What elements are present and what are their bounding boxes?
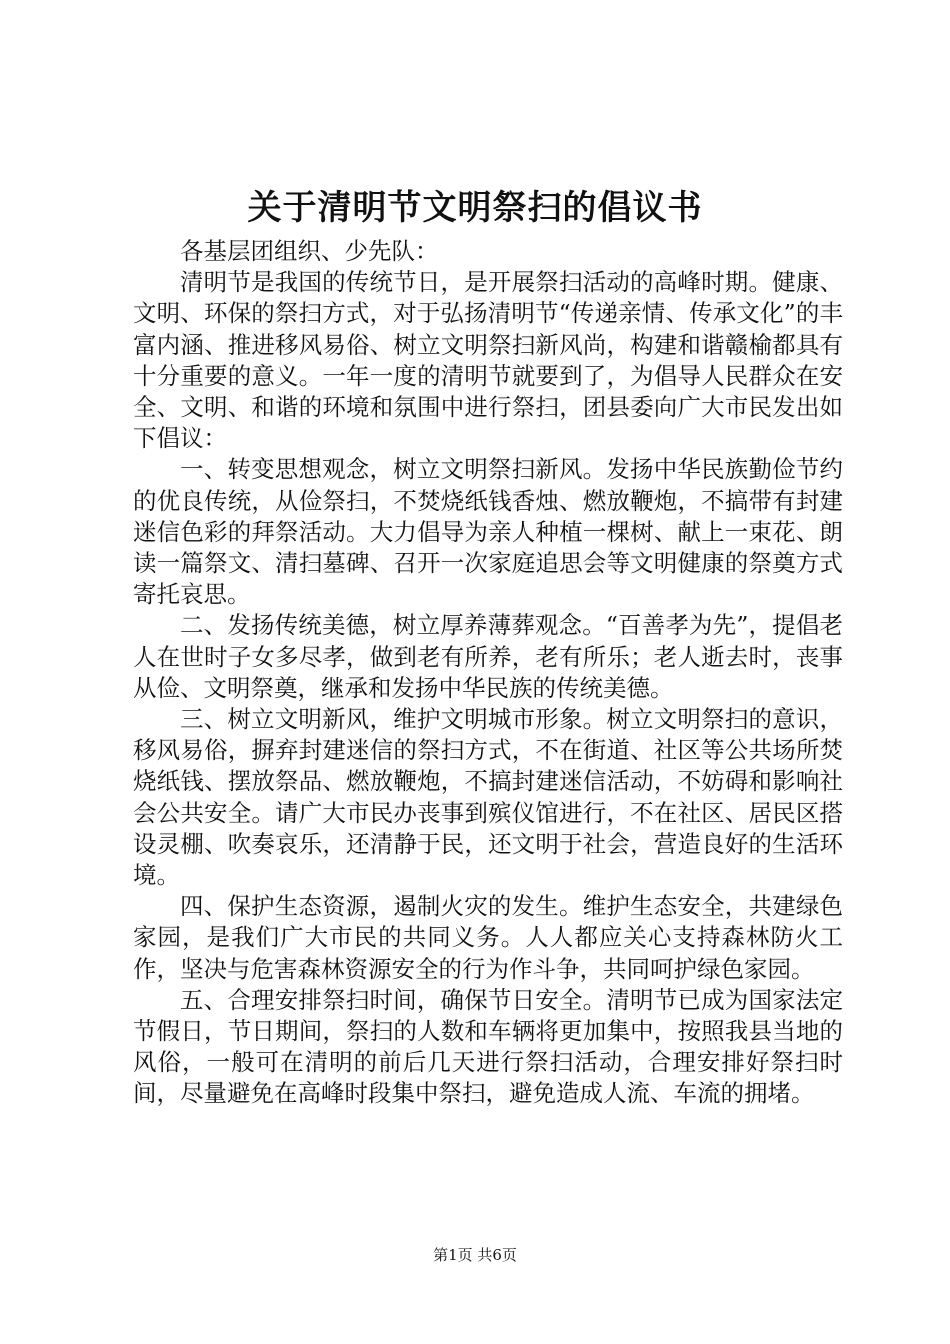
paragraph-4: 四、保护生态资源，遏制火灾的发生。维护生态安全，共建绿色家园，是我们广大市民的共同义务。人人都应关心支持森林防火工作，坚决与危害森林资源安全的行为作斗争，共同呵护绿色家园。 xyxy=(133,892,843,983)
paragraph-5: 五、合理安排祭扫时间，确保节日安全。清明节已成为国家法定节假日，节日期间，祭扫的人数和车辆将更加集中，按照我县当地的风俗，一般可在清明的前后几天进行祭扫活动，合理安排好祭扫时间，尽量避免在高峰时段集中祭扫，避免造成人流、车流的拥堵。 xyxy=(133,985,843,1108)
paragraph-1: 一、转变思想观念，树立文明祭扫新风。发扬中华民族勤俭节约的优良传统，从俭祭扫，不焚烧纸钱香烛、燃放鞭炮，不搞带有封建迷信色彩的拜祭活动。大力倡导为亲人种植一棵树、献上一束花、朗读一篇祭文、清扫墓碑、召开一次家庭追思会等文明健康的祭奠方式寄托哀思。 xyxy=(133,455,843,609)
document-title: 关于清明节文明祭扫的倡议书 xyxy=(247,188,703,228)
paragraph-3: 三、树立文明新风，维护文明城市形象。树立文明祭扫的意识，移风易俗，摒弃封建迷信的祭扫方式，不在街道、社区等公共场所焚烧纸钱、摆放祭品、燃放鞭炮，不搞封建迷信活动，不妨碍和影响社会公共安全。请广大市民办丧事到殡仪馆进行，不在社区、居民区搭设灵棚、吹奏哀乐，还清静于民，还文明于社会，营造良好的生活环境。 xyxy=(133,705,843,890)
paragraph-2: 二、发扬传统美德，树立厚养薄葬观念。“百善孝为先”，提倡老人在世时子女多尽孝，做到老有所养，老有所乐；老人逝去时，丧事从俭、文明祭奠，继承和发扬中华民族的传统美德。 xyxy=(133,611,843,702)
page-footer: 第1页 共6页 xyxy=(433,1246,517,1264)
paragraph-intro: 清明节是我国的传统节日，是开展祭扫活动的高峰时期。健康、文明、环保的祭扫方式，对于弘扬清明节“传递亲情、传承文化”的丰富内涵、推进移风易俗、树立文明祭扫新风尚，构建和谐赣榆都具有十分重要的意义。一年一度的清明节就要到了，为倡导人民群众在安全、文明、和谐的环境和氛围中进行祭扫，团县委向广大市民发出如下倡议： xyxy=(133,268,843,453)
document-body xyxy=(133,236,843,1110)
salutation: 各基层团组织、少先队： xyxy=(180,237,439,265)
